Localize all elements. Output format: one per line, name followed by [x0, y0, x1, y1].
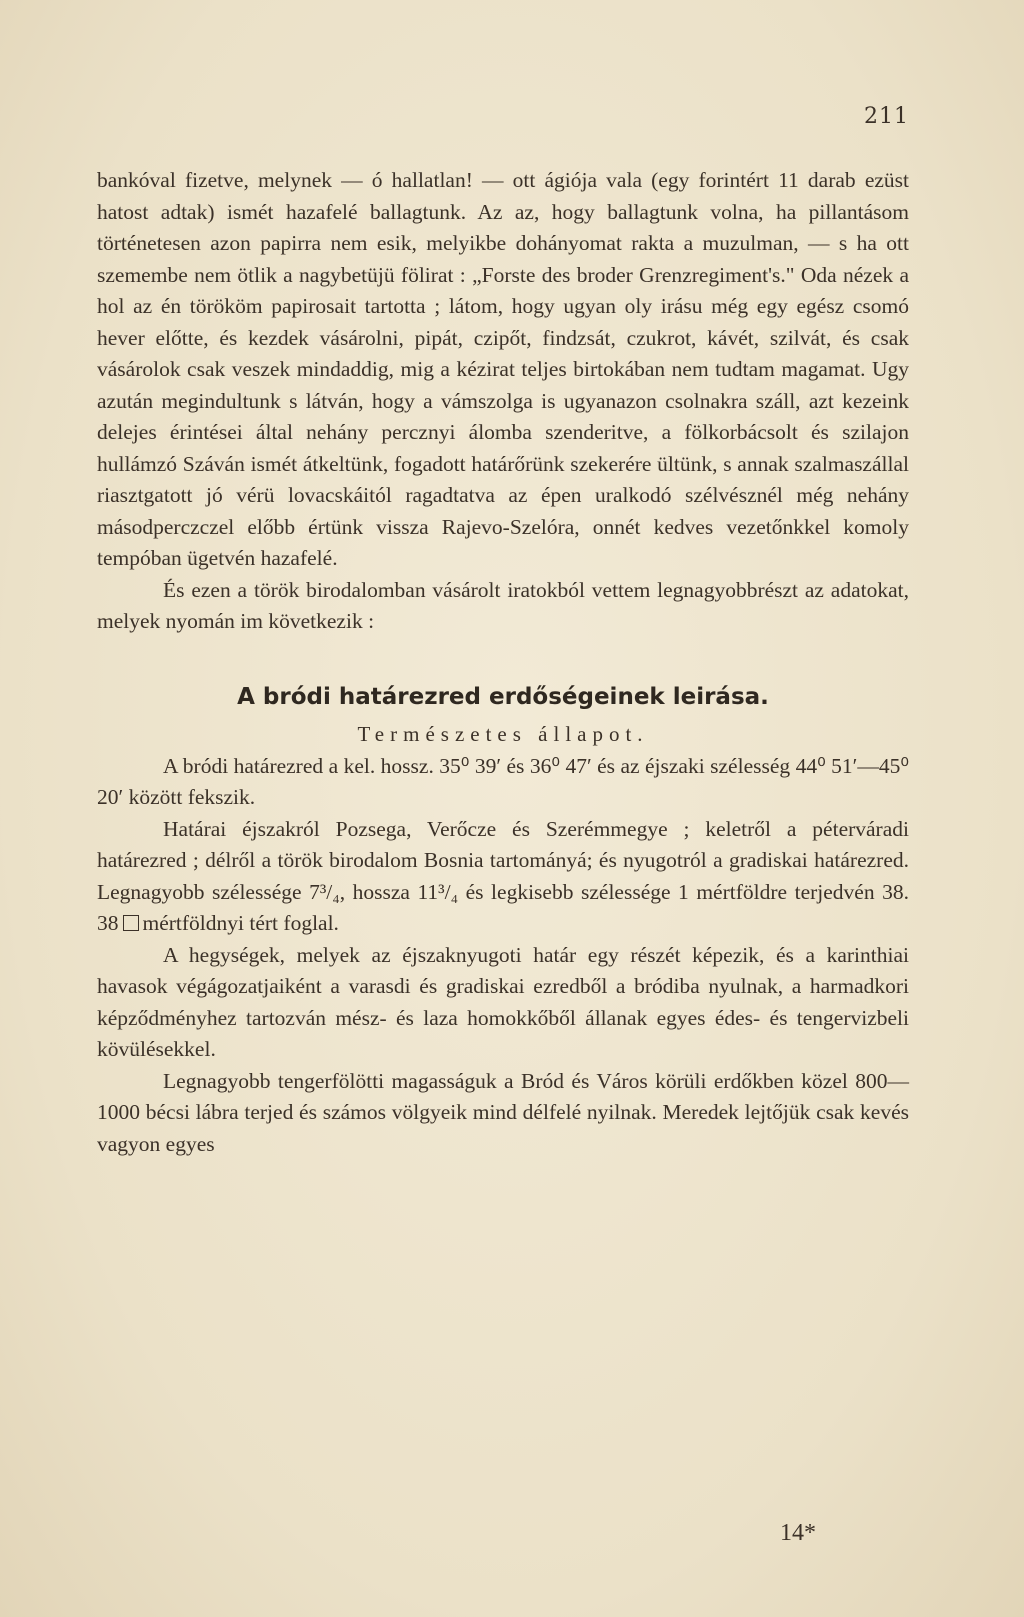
square-symbol-icon [123, 915, 139, 931]
paragraph-4 [97, 814, 909, 940]
paragraph-1: bankóval fizetve, melynek — ó hallatlan! — ott ágiója vala (egy forintért 11 darab ezüst hatost adtak) ismét hazafelé ballagtunk. Az az, hogy ballagtunk volna, ha pillantásom történetesen azon papirra nem esik, melyikbe dohányomat rakta a muzulman, — s ha ott szemembe nem ötlik a nagybetüjü fölirat : „Forste des broder Grenzregiment's." Oda nézek a hol az én törököm papirosait tartotta ; látom, hogy ugyan oly irásu még egy egész csomó hever előtte, és kezdek vásárolni, pipát, czipőt, findzsát, czukrot, kávét, szilvát, és csak vásárolok csak veszek mindaddig, mig a kézirat teljes birtokában nem tudtam magamat. Ugy azután megindultunk s látván, hogy a vámszolga is ugyanazon csolnakra száll, azt kezeink delejes érintései által nehány percznyi álomba szenderitve, a fölkorbácsolt és szilajon hullámzó Száván ismét átkeltünk, fogadott határőrünk szekerére ültünk, s annak szalmaszállal riasztgatott jó vérü lovacskáitól ragadtatva az épen uralkodó szélvésznél még nehány másodperczczel előbb értünk vissza Rajevo-Szelóra, onnét kedves vezetőnkkel komoly tempóban ügetvén hazafelé. [97, 168, 909, 570]
paragraph-3: A bródi határezred a kel. hossz. 35⁰ 39′ és 36⁰ 47′ és az éjszaki szélesség 44⁰ 51′—45⁰ 20′ között fekszik. [97, 753, 909, 809]
paragraph-4-text: Határai éjszakról Pozsega, Verőcze és Szerémmegye ; keletről a péterváradi határezred ; délről a török birodalom Bosnia tartományá; és nyugotról a gradiskai határezred. Legnagyobb szélessége 7³/₄, hossza 11³/₄ és legkisebb szélessége 1 mértföldre terjedvén 38. [97, 816, 909, 904]
page-body [97, 165, 909, 1160]
paragraph-6: Legnagyobb tengerfölötti magasságuk a Bród és Város körüli erdőkben közel 800—1000 bécsi lábra terjed és számos völgyeik mind délfelé nyilnak. Meredek lejtőjük csak kevés vagyon egyes [97, 1068, 909, 1156]
area-text: mértföldnyi tért foglal. [142, 911, 339, 935]
section-title: A bródi határezred erdőségeinek leirása. [237, 683, 769, 710]
signature-mark: 14* [780, 1520, 816, 1546]
area-number: 38 [97, 911, 119, 935]
page-number: 211 [864, 104, 909, 129]
paragraph-5: A hegységek, melyek az éjszaknyugoti határ egy részét képezik, és a karinthiai havasok végágozatjaiként a varasdi és gradiskai ezredből a bródiba nyulnak, a harmadkori képződményhez tartozván mész- és laza homokkőből állanak egyes édes- és tengervizbeli kövülésekkel. [97, 942, 909, 1061]
paragraph-2: És ezen a török birodalomban vásárolt iratokból vettem legnagyobbrészt az adatokat, melyek nyomán im következik : [97, 577, 909, 633]
section-subtitle: Természetes állapot. [357, 722, 649, 746]
